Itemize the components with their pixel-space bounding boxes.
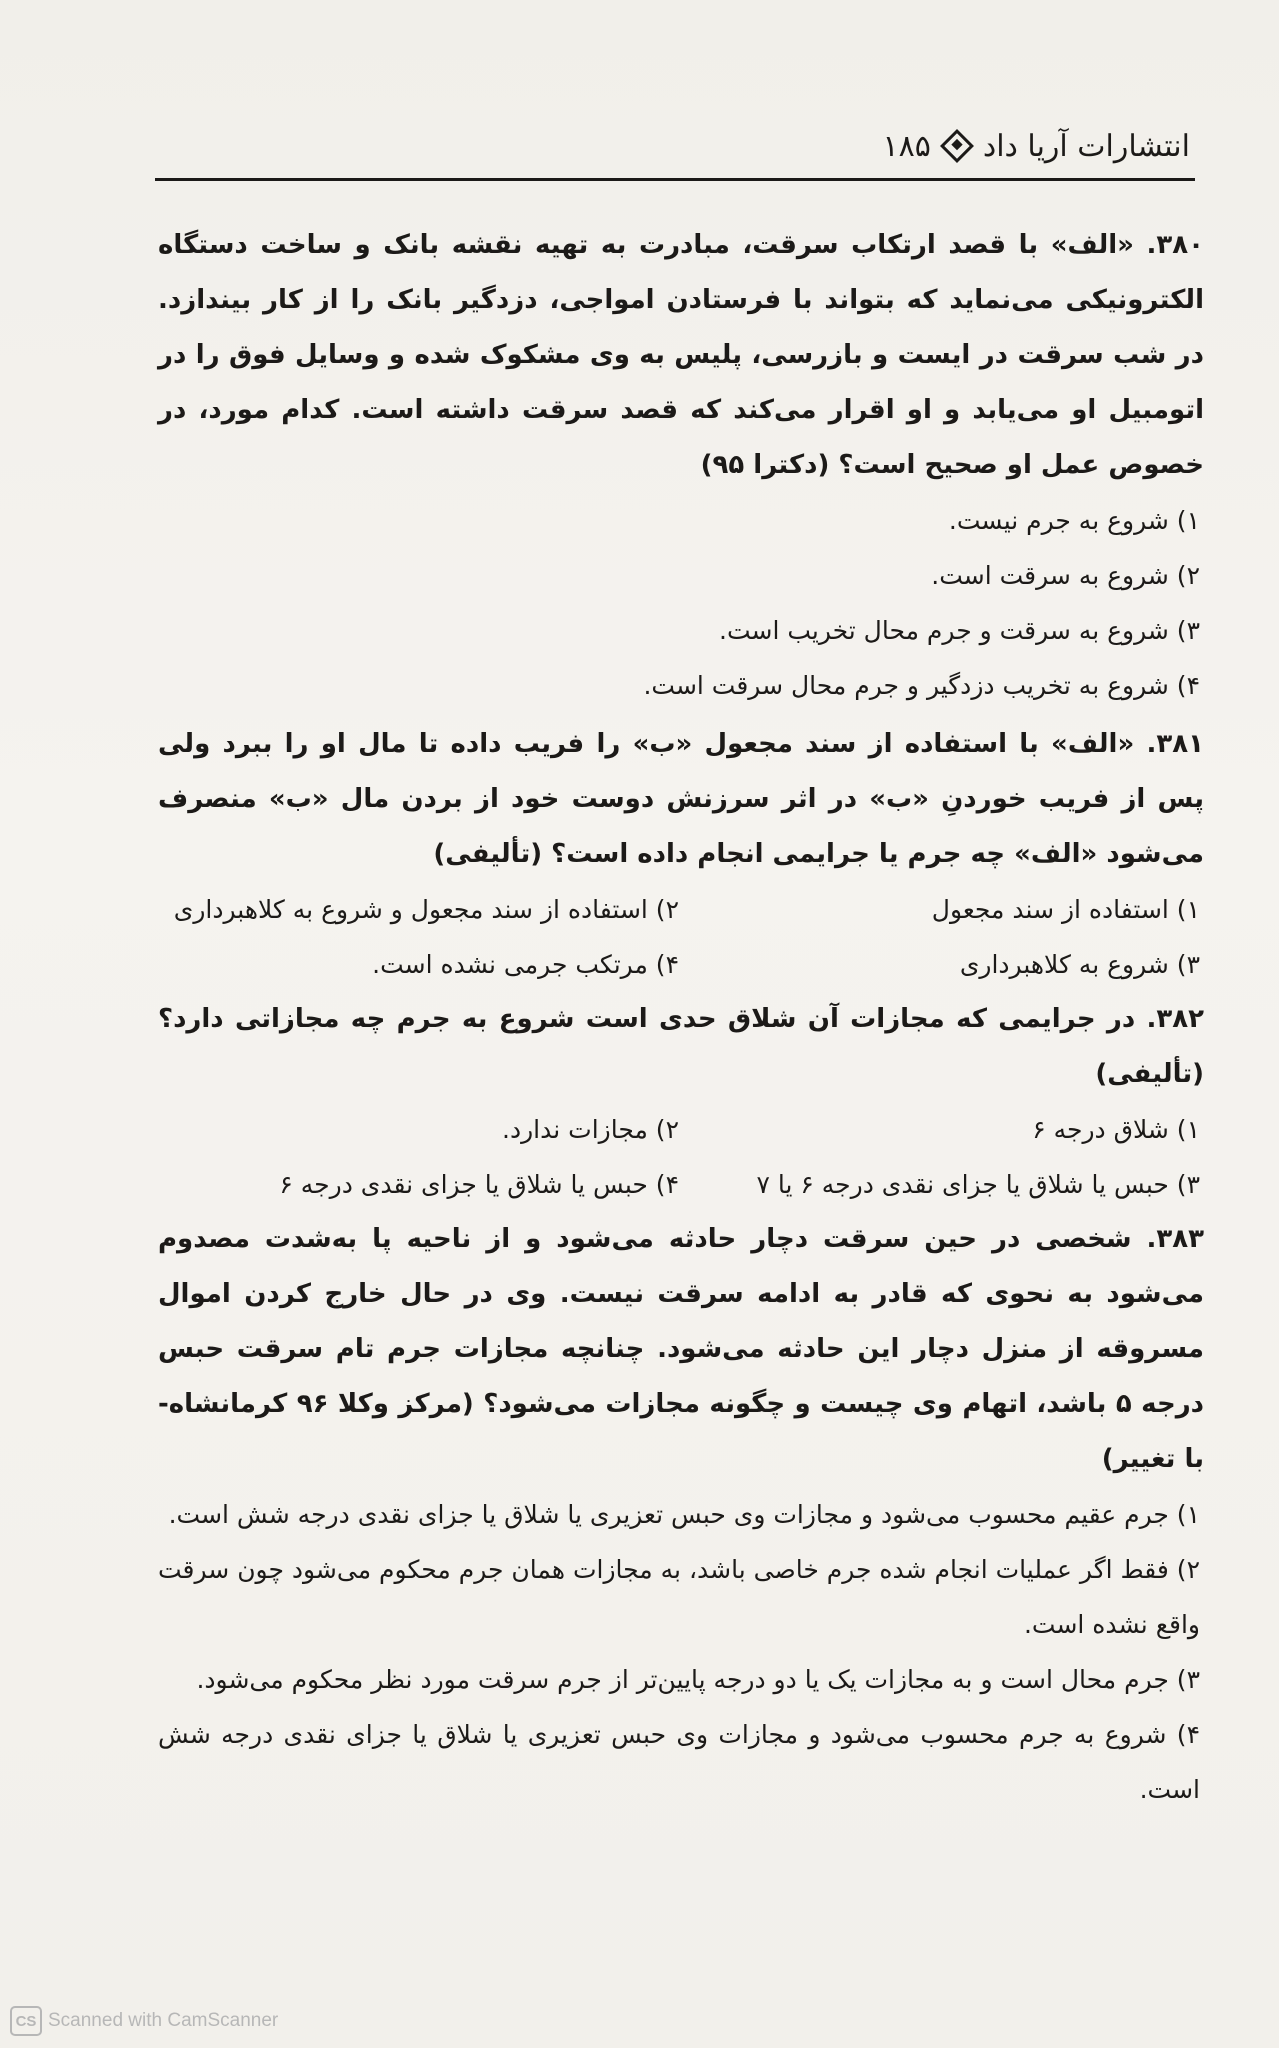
question-381-option-2: ۲) استفاده از سند مجعول و شروع به کلاهبرداری xyxy=(173,895,679,924)
diamond-ornament-icon xyxy=(940,129,974,163)
question-382-option-3: ۳) حبس یا شلاق یا جزای نقدی درجه ۶ یا ۷ xyxy=(756,1170,1200,1199)
scanner-watermark-label: Scanned with CamScanner xyxy=(48,2010,279,2031)
question-383-option-4: ۴) شروع به جرم محسوب می‌شود و مجازات وی حبس تعزیری یا شلاق یا جزای نقدی درجه شش است. xyxy=(158,1720,1200,1804)
question-382-option-4: ۴) حبس یا شلاق یا جزای نقدی درجه ۶ xyxy=(279,1170,679,1199)
question-382: ۳۸۲. در جرایمی که مجازات آن شلاق حدی است شروع به جرم چه مجازاتی دارد؟ (تألیفی) xyxy=(158,1004,1204,1089)
header-title: انتشارات آریا داد xyxy=(982,128,1190,164)
question-381: ۳۸۱. «الف» با استفاده از سند مجعول «ب» را فریب داده تا مال او را ببرد ولی پس از فریب خوردنِ «ب» در اثر سرزنش دوست خود از بردن مال «ب» منصرف می‌شود «الف» چه جرم یا جرایمی انجام داده است؟ (تألیفی) xyxy=(158,729,1204,869)
question-383-option-3: ۳) جرم محال است و به مجازات یک یا دو درجه پایین‌تر از جرم سرقت مورد نظر محکوم می‌شود. xyxy=(196,1665,1200,1694)
question-380-option-3: ۳) شروع به سرقت و جرم محال تخریب است. xyxy=(719,616,1200,645)
question-381-option-4: ۴) مرتکب جرمی نشده است. xyxy=(372,950,679,979)
page-header xyxy=(150,118,1190,174)
question-380-option-4: ۴) شروع به تخریب دزدگیر و جرم محال سرقت است. xyxy=(643,671,1200,700)
question-383-option-2: ۲) فقط اگر عملیات انجام شده جرم خاصی باشد، به مجازات همان جرم محکوم می‌شود چون سرقت واقع نشده است. xyxy=(158,1555,1200,1639)
question-382-option-2: ۲) مجازات ندارد. xyxy=(502,1115,679,1144)
question-381-option-3: ۳) شروع به کلاهبرداری xyxy=(959,950,1200,979)
scanner-watermark xyxy=(10,2006,278,2036)
question-382-options xyxy=(158,1102,1204,1212)
camscanner-logo-icon: CS xyxy=(10,2006,42,2036)
question-380-option-1: ۱) شروع به جرم نیست. xyxy=(948,506,1200,535)
page-content xyxy=(158,218,1204,1817)
page-number: ۱۸۵ xyxy=(882,128,931,164)
question-381-option-1: ۱) استفاده از سند مجعول xyxy=(931,895,1200,924)
question-382-option-1: ۱) شلاق درجه ۶ xyxy=(1032,1115,1200,1144)
question-383: ۳۸۳. شخصی در حین سرقت دچار حادثه می‌شود و از ناحیه پا به‌شدت مصدوم می‌شود به نحوی که قادر به ادامه سرقت نیست. وی در حال خارج کردن اموال مسروقه از منزل دچار این حادثه می‌شود. چنانچه مجازات جرم تام سرقت حبس درجه ۵ باشد، اتهام وی چیست و چگونه مجازات می‌شود؟ (مرکز وکلا ۹۶ کرمانشاه- با تغییر) xyxy=(158,1224,1205,1474)
question-381-options xyxy=(158,882,1204,992)
question-383-option-1: ۱) جرم عقیم محسوب می‌شود و مجازات وی حبس تعزیری یا شلاق یا جزای نقدی درجه شش است. xyxy=(168,1500,1200,1529)
header-rule xyxy=(155,178,1195,181)
question-380-option-2: ۲) شروع به سرقت است. xyxy=(931,561,1200,590)
question-380: ۳۸۰. «الف» با قصد ارتکاب سرقت، مبادرت به تهیه نقشه بانک و ساخت دستگاه الکترونیکی می‌نماید که بتواند با فرستادن امواجی، دزدگیر بانک را از کار بیندازد. در شب سرقت در ایست و بازرسی، پلیس به وی مشکوک شده و وسایل فوق را در اتومبیل او می‌یابد و او اقرار می‌کند که قصد سرقت داشته است. کدام مورد، در خصوص عمل او صحیح است؟ (دکترا ۹۵) xyxy=(158,230,1204,480)
